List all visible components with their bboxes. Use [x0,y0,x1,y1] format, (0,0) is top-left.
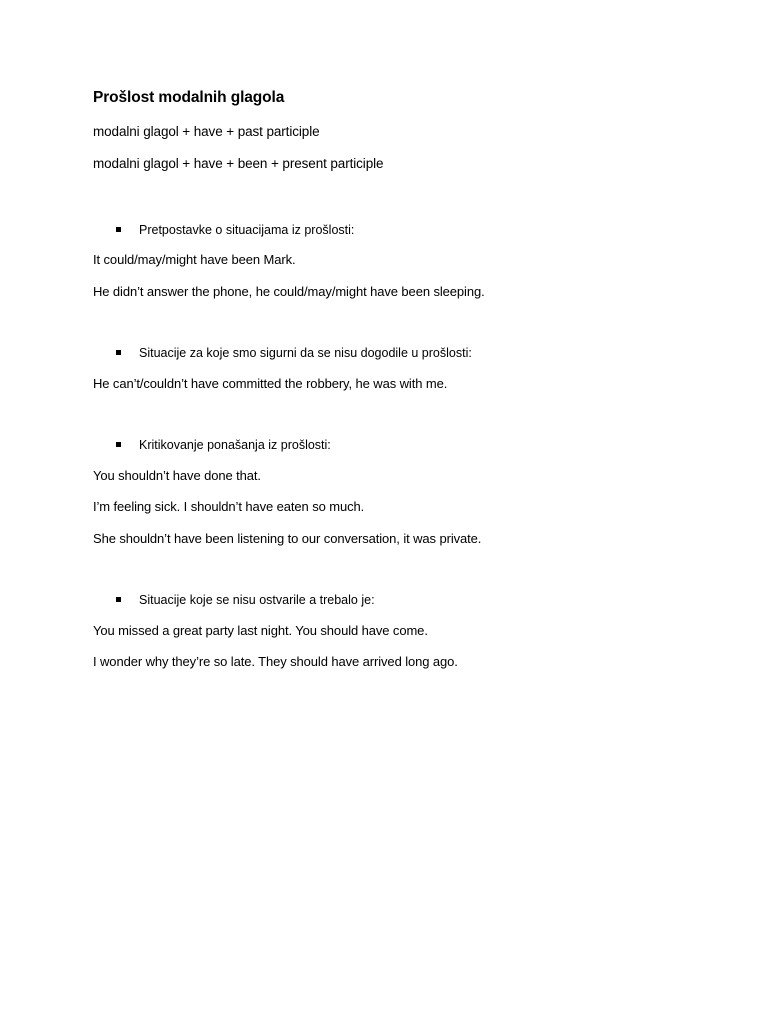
example-sentence: He didn’t answer the phone, he could/may/might have been sleeping. [93,284,485,299]
bullet-icon [116,227,121,232]
section-heading-text: Pretpostavke o situacijama iz prošlosti: [139,223,355,237]
example-sentence: It could/may/might have been Mark. [93,252,296,267]
bullet-icon [116,597,121,602]
example-sentence: I’m feeling sick. I shouldn’t have eaten so much. [93,499,365,514]
example-sentence: You shouldn’t have done that. [93,468,261,483]
section-heading [116,592,375,608]
formula-line: modalni glagol + have + been + present participle [93,156,384,171]
document-title: Prošlost modalnih glagola [93,89,285,106]
bullet-icon [116,442,121,447]
section-heading [116,437,331,453]
example-sentence: He can’t/couldn’t have committed the robbery, he was with me. [93,376,448,391]
section-heading-text: Situacije za koje smo sigurni da se nisu dogodile u prošlosti: [139,346,472,360]
example-sentence: I wonder why they’re so late. They should have arrived long ago. [93,654,458,669]
section-heading-text: Situacije koje se nisu ostvarile a trebalo je: [139,593,375,607]
section-heading-text: Kritikovanje ponašanja iz prošlosti: [139,438,331,452]
example-sentence: You missed a great party last night. You should have come. [93,623,428,638]
example-sentence: She shouldn’t have been listening to our conversation, it was private. [93,531,482,546]
section-heading [116,345,472,361]
section-heading [116,222,355,238]
formula-line: modalni glagol + have + past participle [93,124,320,139]
bullet-icon [116,350,121,355]
